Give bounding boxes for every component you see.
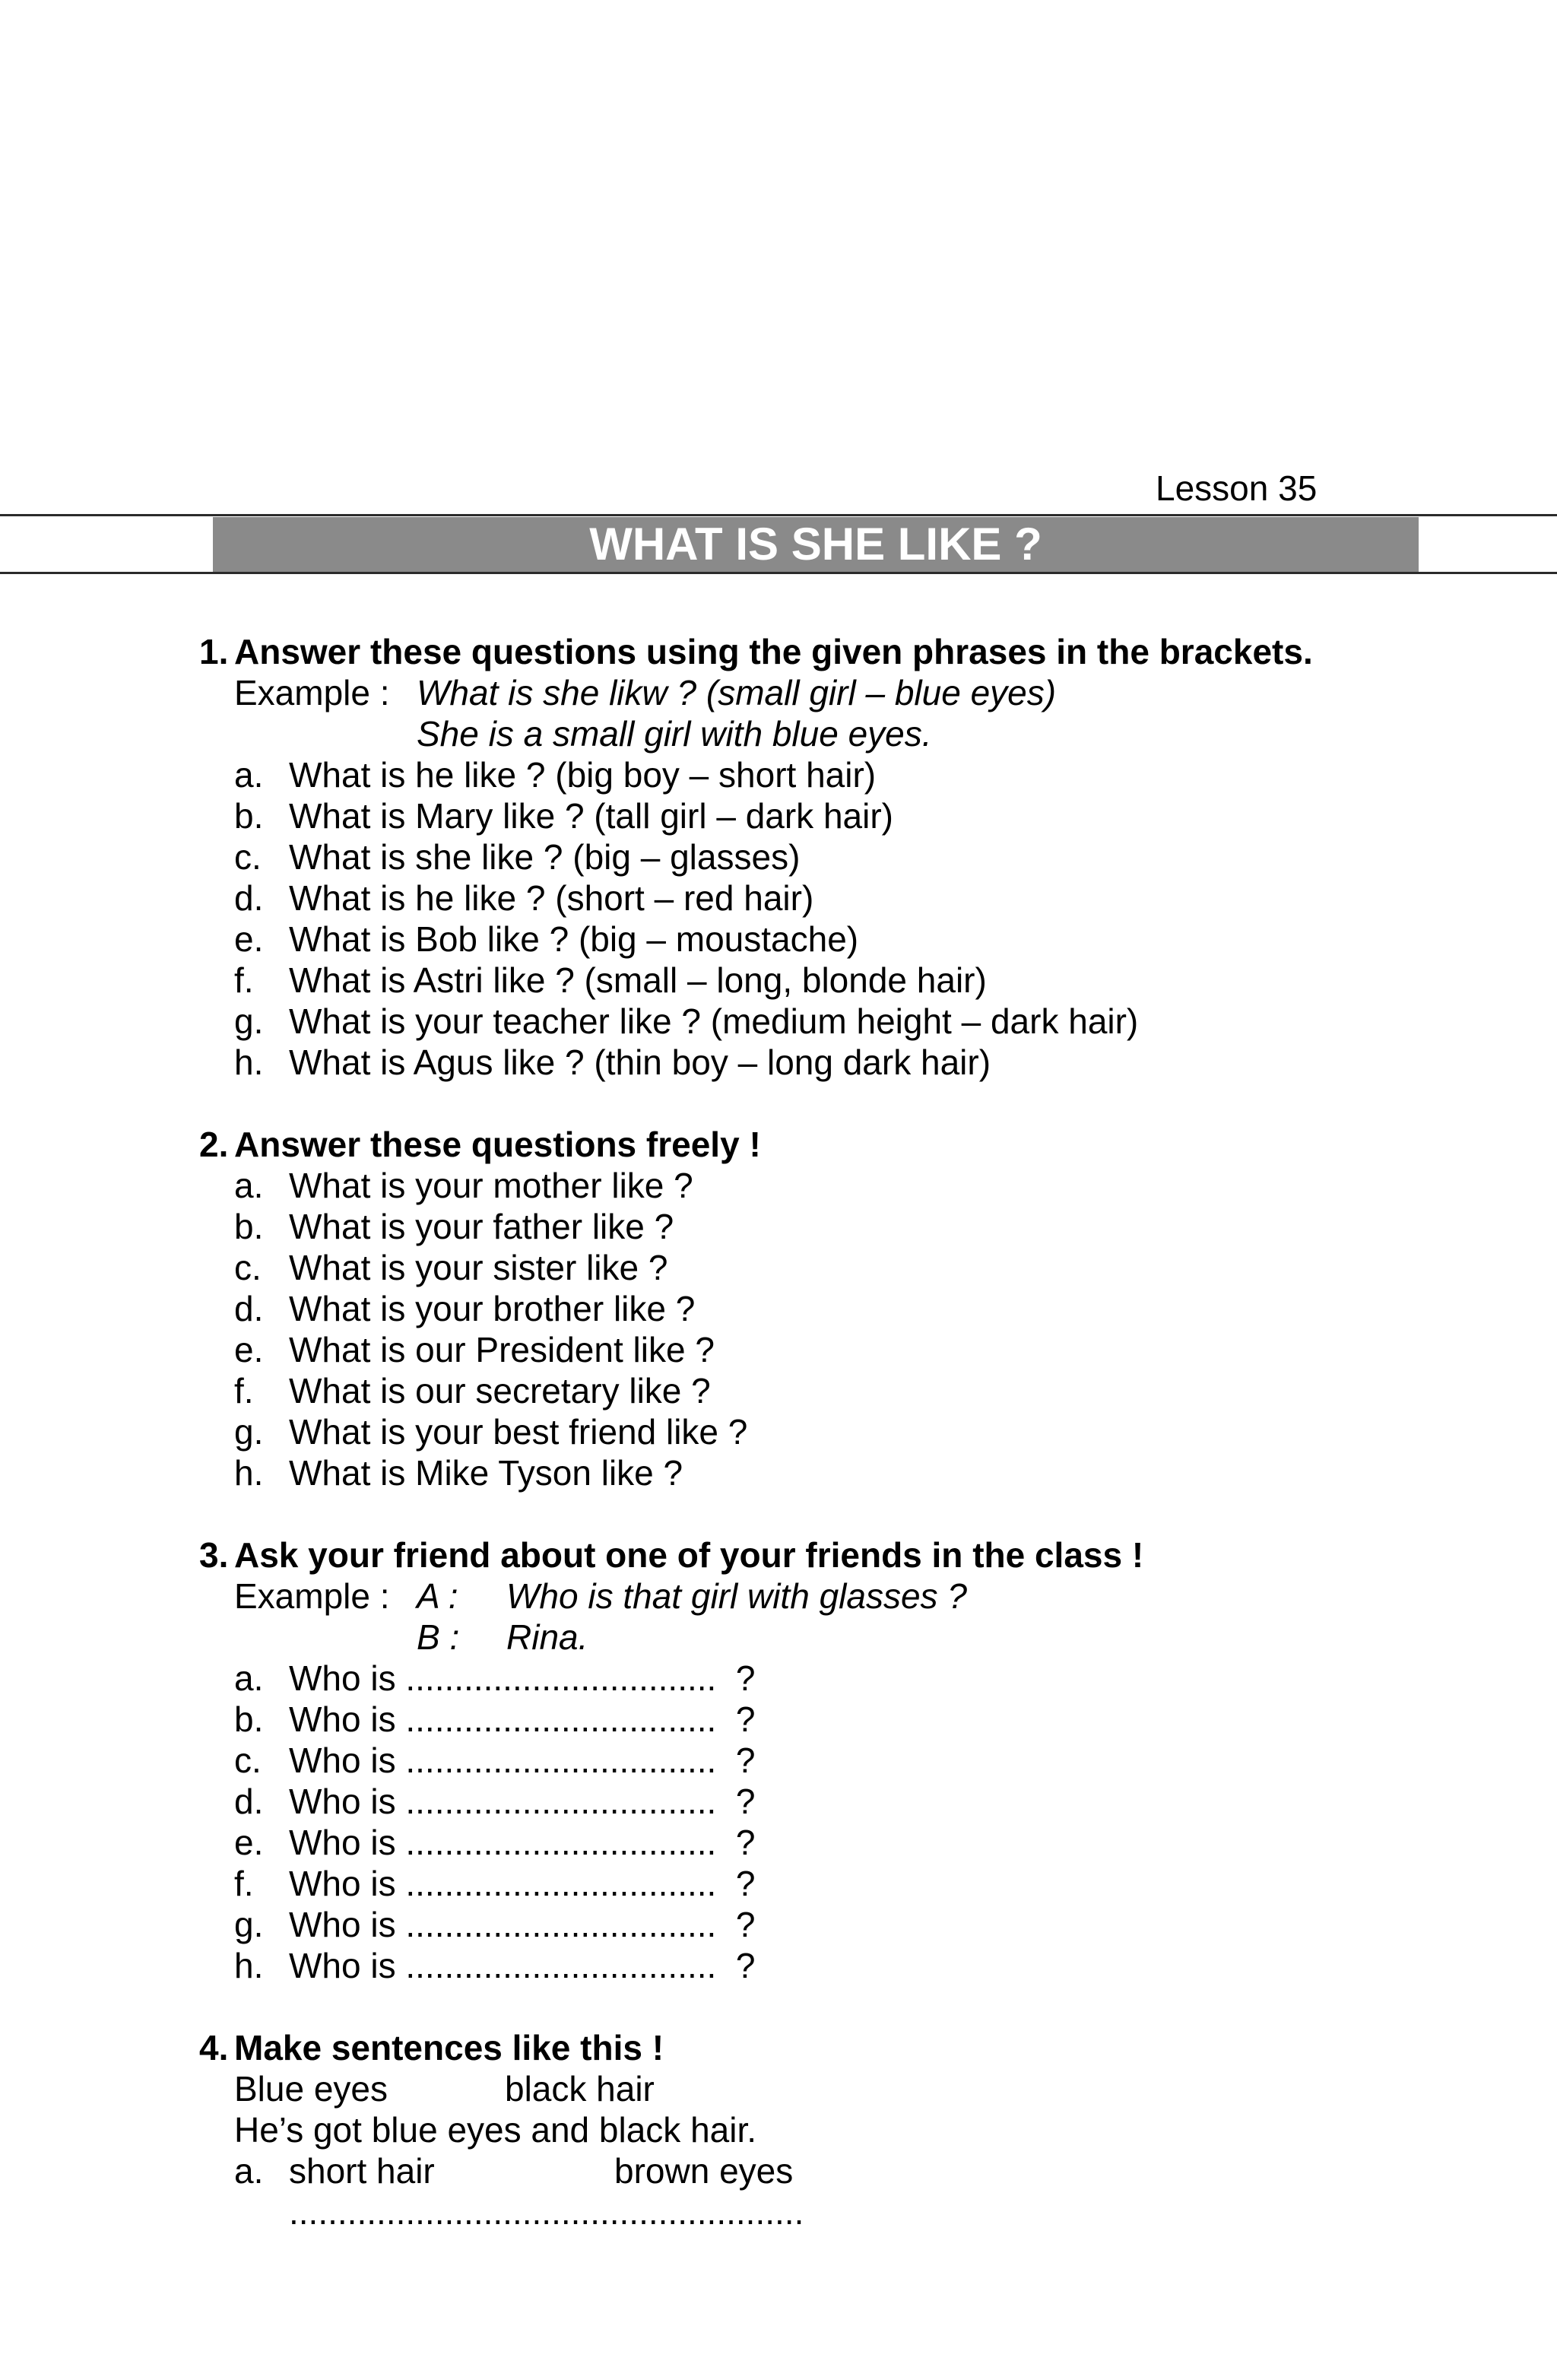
item-letter: h. <box>234 1453 264 1493</box>
list-item: What is your brother like ? <box>289 1289 696 1328</box>
list-item: What is Mary like ? (tall girl – dark hair) <box>289 796 893 836</box>
item-letter: h. <box>234 1946 264 1985</box>
item-letter: d. <box>234 1782 264 1821</box>
list-item: What is he like ? (short – red hair) <box>289 878 814 918</box>
section-number: 4. <box>199 2028 229 2067</box>
section-heading: Make sentences like this ! <box>234 2028 664 2067</box>
list-item: What is your teacher like ? (medium height – dark hair) <box>289 1001 1139 1041</box>
list-item: What is Astri like ? (small – long, blonde hair) <box>289 960 987 1000</box>
list-item: Who is ................................ ? <box>289 1782 756 1821</box>
section-heading: Answer these questions using the given phrases in the brackets. <box>234 632 1313 671</box>
item-letter: e. <box>234 919 264 959</box>
item-letter: g. <box>234 1412 264 1452</box>
item-letter: g. <box>234 1905 264 1944</box>
item-letter: c. <box>234 837 262 877</box>
model-right: black hair <box>505 2069 655 2109</box>
list-item: What is Bob like ? (big – moustache) <box>289 919 859 959</box>
item-letter: c. <box>234 1741 262 1780</box>
list-item: Who is ................................ ? <box>289 1905 756 1944</box>
item-letter: h. <box>234 1042 264 1082</box>
list-item: What is our secretary like ? <box>289 1371 711 1411</box>
section-number: 2. <box>199 1125 229 1164</box>
list-item: Who is ................................ ? <box>289 1946 756 1985</box>
list-item: What is your mother like ? <box>289 1166 693 1205</box>
list-item: Who is ................................ ? <box>289 1864 756 1903</box>
section-number: 3. <box>199 1535 229 1575</box>
example-question: What is she likw ? (small girl – blue eyes) <box>417 673 1057 712</box>
section-heading: Answer these questions freely ! <box>234 1125 761 1164</box>
item-letter: e. <box>234 1823 264 1862</box>
item-letter: a. <box>234 1658 264 1698</box>
example-answer: She is a small girl with blue eyes. <box>417 714 932 754</box>
list-item: What is she like ? (big – glasses) <box>289 837 801 877</box>
list-item: What is Agus like ? (thin boy – long dark hair) <box>289 1042 991 1082</box>
item-letter: f. <box>234 1371 254 1411</box>
dialogue-line: Who is that girl with glasses ? <box>506 1576 967 1616</box>
page-title: WHAT IS SHE LIKE ? <box>213 517 1419 572</box>
dialogue-speaker: A : <box>417 1576 458 1616</box>
item-letter: d. <box>234 1289 264 1328</box>
model-left: Blue eyes <box>234 2069 388 2109</box>
list-item: What is your sister like ? <box>289 1248 668 1287</box>
list-item: Who is ................................ ? <box>289 1741 756 1780</box>
top-rule <box>0 514 1557 516</box>
list-item: Who is ................................ ? <box>289 1699 756 1739</box>
item-letter: b. <box>234 796 264 836</box>
item-letter: b. <box>234 1699 264 1739</box>
item-letter: f. <box>234 960 254 1000</box>
list-item: Who is ................................ ? <box>289 1658 756 1698</box>
item-letter: c. <box>234 1248 262 1287</box>
item-letter: a. <box>234 755 264 795</box>
answer-blank: ..................................................... <box>289 2192 804 2232</box>
example-label: Example : <box>234 1576 390 1616</box>
item-right: brown eyes <box>614 2151 794 2191</box>
section-heading: Ask your friend about one of your friends in the class ! <box>234 1535 1144 1575</box>
item-letter: f. <box>234 1864 254 1903</box>
lesson-number: Lesson 35 <box>1156 468 1318 508</box>
list-item: What is your father like ? <box>289 1207 674 1246</box>
list-item: What is your best friend like ? <box>289 1412 748 1452</box>
list-item: Who is ................................ ? <box>289 1823 756 1862</box>
item-letter: a. <box>234 2151 264 2191</box>
section-number: 1. <box>199 632 229 671</box>
list-item: What is he like ? (big boy – short hair) <box>289 755 877 795</box>
item-letter: e. <box>234 1330 264 1369</box>
item-letter: g. <box>234 1001 264 1041</box>
item-left: short hair <box>289 2151 435 2191</box>
item-letter: a. <box>234 1166 264 1205</box>
bottom-rule <box>0 572 1557 574</box>
list-item: What is our President like ? <box>289 1330 715 1369</box>
item-letter: b. <box>234 1207 264 1246</box>
example-label: Example : <box>234 673 390 712</box>
dialogue-line: Rina. <box>506 1617 588 1657</box>
item-letter: d. <box>234 878 264 918</box>
list-item: What is Mike Tyson like ? <box>289 1453 683 1493</box>
model-sentence: He’s got blue eyes and black hair. <box>234 2110 757 2150</box>
dialogue-speaker: B : <box>417 1617 460 1657</box>
